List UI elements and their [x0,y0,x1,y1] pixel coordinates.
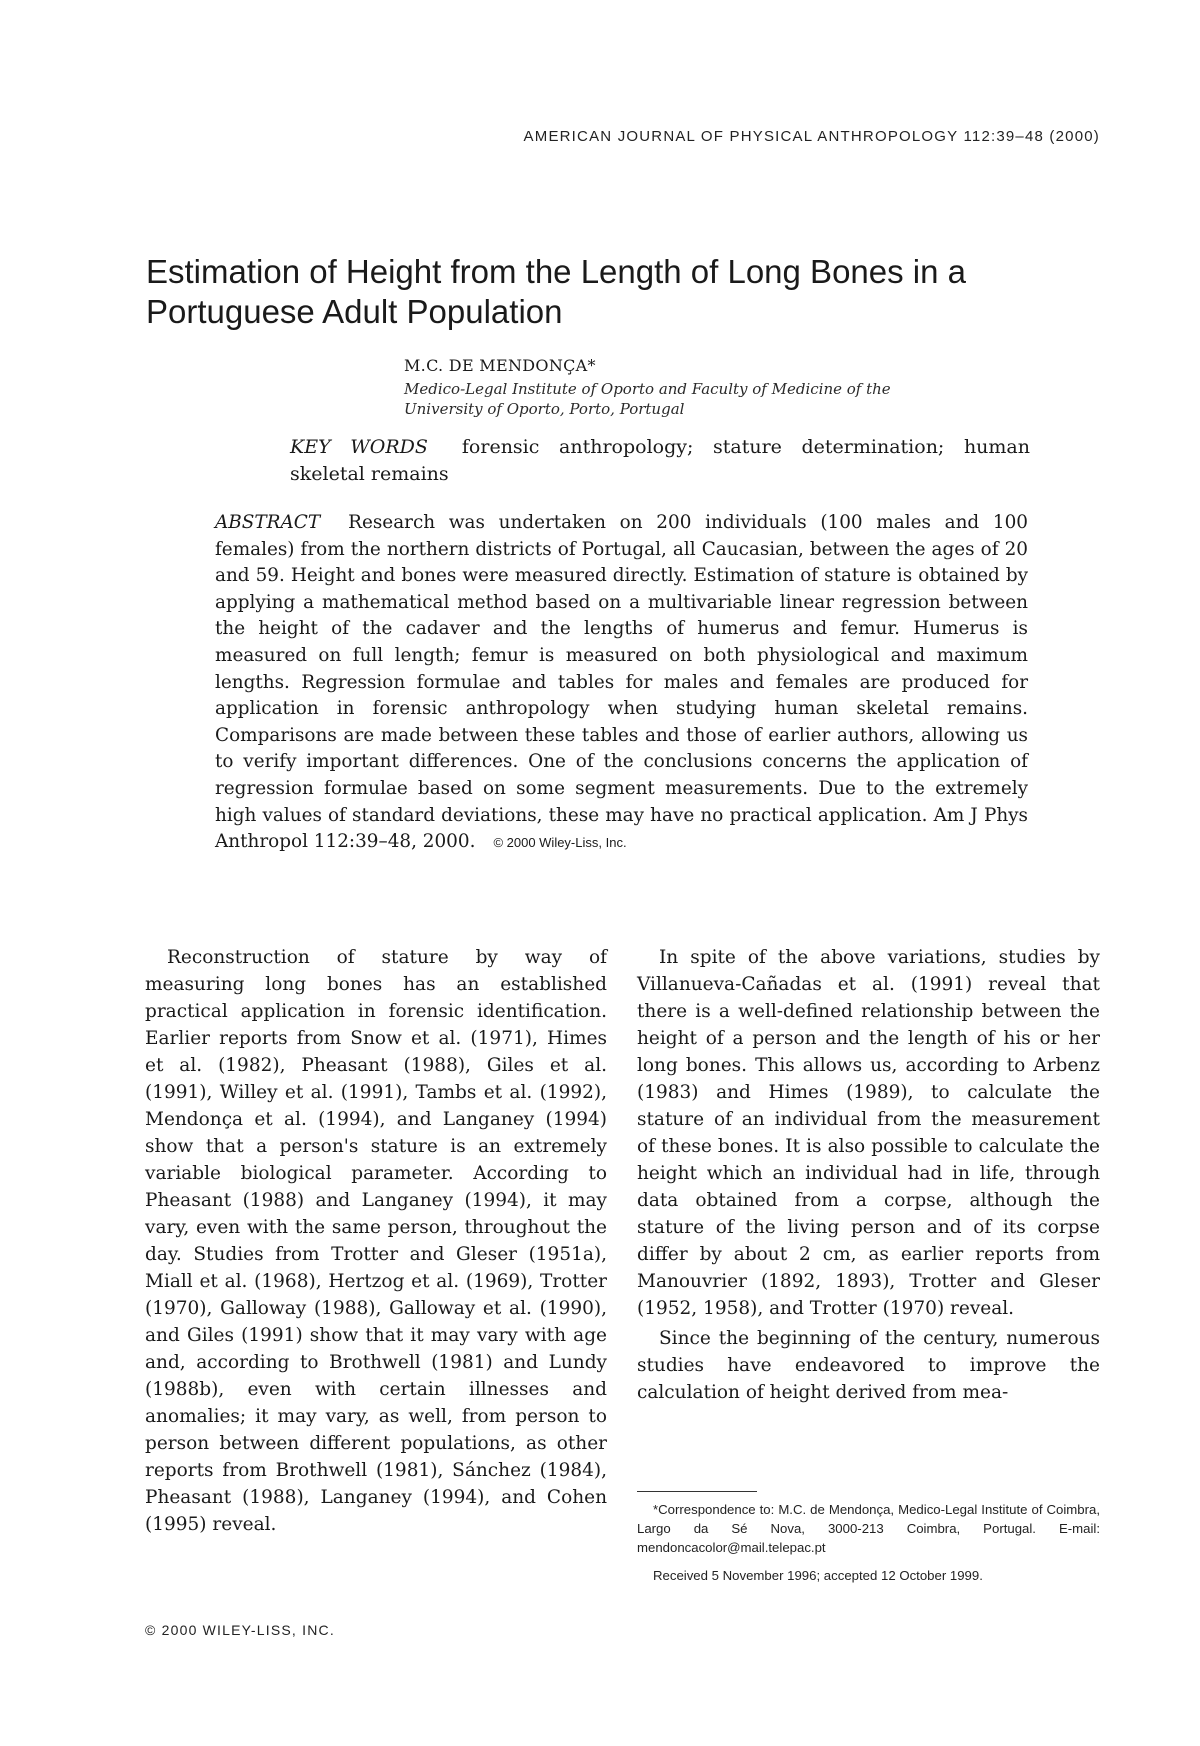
body-column-left [145,944,607,1538]
affiliation-line-1: Medico-Legal Institute of Oporto and Faculty of Medicine of the [404,380,891,398]
abstract-copyright: © 2000 Wiley-Liss, Inc. [493,835,627,851]
abstract-text: Research was undertaken on 200 individuals (100 males and 100 females) from the northern districts of Portugal, all Caucasian, between the ages of 20 and 59. Height and bones were measured directly. Estimation of stature is obtained by applying a mathematical method based on a multivariable linear regression between the height of the cadaver and the lengths of humerus and femur. Humerus is measured on full length; femur is measured on both physiological and maximum lengths. Regression formulae and tables for males and females are produced for application in forensic anthropology when studying human skeletal remains. Comparisons are made between these tables and those of earlier authors, allowing us to verify important differences. One of the conclusions concerns the application of regression formulae based on some segment measurements. Due to the extremely high values of standard deviations, these may have no practical application. Am J Phys Anthropol 112:39–48, 2000. [215,512,1028,853]
abstract [215,510,1028,857]
body-paragraph: In spite of the above variations, studies by Villanueva-Cañadas et al. (1991) reveal that there is a well-defined relationship between the height of a person and the length of his or her long bones. This allows us, according to Arbenz (1983) and Himes (1989), to calculate the stature of an individual from the measurement of these bones. It is also possible to calculate the height which an individual had in life, through data obtained from a corpse, although the stature of the living person and of its corpse differ by about 2 cm, as earlier reports from Manouvrier (1892, 1893), Trotter and Gleser (1952, 1958), and Trotter (1970) reveal. [637,947,1100,1319]
article-title: Estimation of Height from the Length of Long Bones in a Portuguese Adult Population [146,253,967,330]
running-head: AMERICAN JOURNAL OF PHYSICAL ANTHROPOLOGY 112:39–48 (2000) [523,128,1100,145]
body-paragraph: Since the beginning of the century, numerous studies have endeavored to improve the calculation of height derived from mea- [637,1328,1100,1403]
author-block [404,356,1004,419]
footer-copyright: © 2000 WILEY-LISS, INC. [145,1622,335,1638]
footnote-correspondence: *Correspondence to: M.C. de Mendonça, Medico-Legal Institute of Coimbra, Largo da Sé Nova, 3000-213 Coimbra, Portugal. E-mail: mendoncacolor@mail.telepac.pt [637,1502,1100,1555]
author-affiliation [404,379,1004,419]
keywords-label: KEY WORDS [290,436,428,458]
body-column-right [637,944,1100,1406]
keywords [290,434,1030,488]
author-name: M.C. DE MENDONÇA* [404,356,596,375]
abstract-label: ABSTRACT [215,512,321,533]
keywords-text: forensic anthropology; stature determination; human skeletal remains [290,436,1030,485]
body-paragraph: Reconstruction of stature by way of measuring long bones has an established practical application in forensic identification. Earlier reports from Snow et al. (1971), Himes et al. (1982), Pheasant (1988), Giles et al. (1991), Willey et al. (1991), Tambs et al. (1992), Mendonça et al. (1994), and Langaney (1994) show that a person's stature is an extremely variable biological parameter. According to Pheasant (1988) and Langaney (1994), it may vary, even with the same person, throughout the day. Studies from Trotter and Gleser (1951a), Miall et al. (1968), Hertzog et al. (1969), Trotter (1970), Galloway (1988), Galloway et al. (1990), and Giles (1991) show that it may vary with age and, according to Brothwell (1981) and Lundy (1988b), even with certain illnesses and anomalies; it may vary, as well, from person to person between different populations, as other reports from Brothwell (1981), Sánchez (1984), Pheasant (1988), Langaney (1994), and Cohen (1995) reveal. [145,947,607,1535]
footnote [637,1500,1100,1585]
footnote-divider [637,1491,757,1492]
affiliation-line-2: University of Oporto, Porto, Portugal [404,400,685,418]
footnote-received: Received 5 November 1996; accepted 12 October 1999. [653,1568,983,1583]
